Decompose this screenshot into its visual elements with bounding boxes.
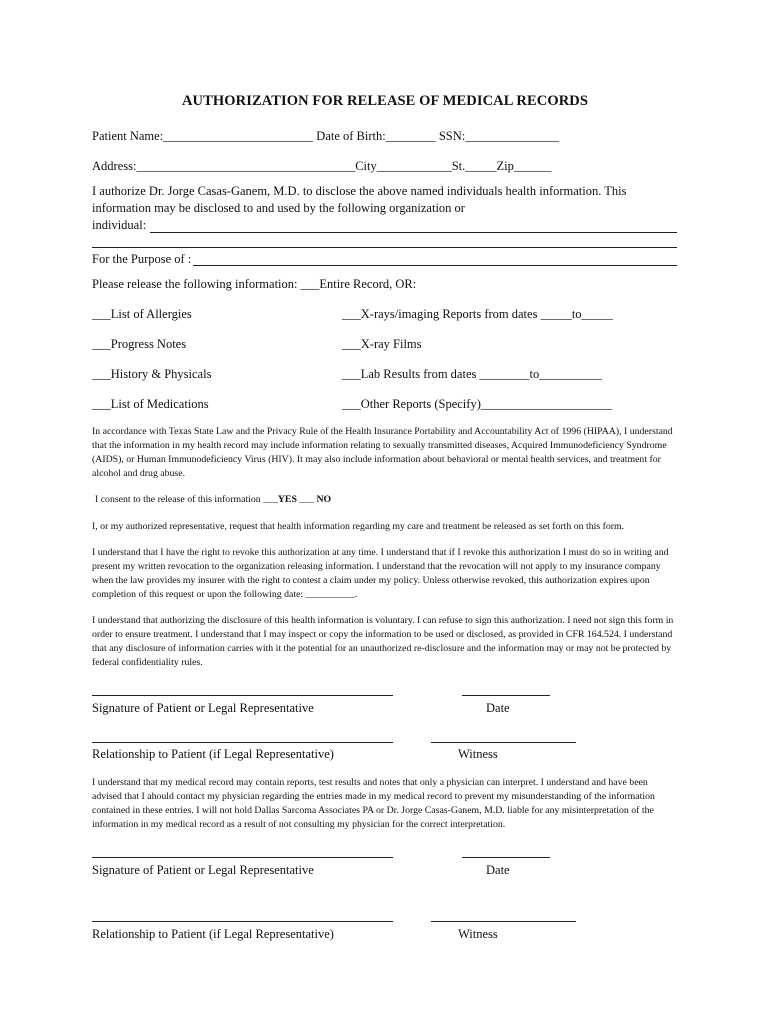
- consent-line[interactable]: [95, 493, 331, 507]
- consent-yes[interactable]: YES: [277, 494, 297, 505]
- authorize-statement-line2: information may be disclosed to and used by the following organization or: [92, 201, 465, 215]
- relationship-field-1[interactable]: [92, 742, 393, 743]
- request-paragraph: I, or my authorized representative, request that health information regarding my care and treatment be released as set forth on this form.: [92, 521, 625, 532]
- consent-no[interactable]: NO: [316, 494, 332, 505]
- witness-field-2[interactable]: [431, 921, 576, 922]
- signature-label-1: Signature of Patient or Legal Representative: [92, 701, 314, 715]
- option-progress-notes[interactable]: ___Progress Notes: [92, 337, 187, 351]
- address-line[interactable]: Address:___________________________________City____________St._____Zip______: [92, 159, 552, 173]
- authorize-statement-line1: I authorize Dr. Jorge Casas-Ganem, M.D. to disclose the above named individuals health information. This: [92, 184, 627, 198]
- signature-field-1[interactable]: [92, 695, 393, 696]
- option-list-of-medications[interactable]: ___List of Medications: [92, 397, 209, 411]
- option-other-reports[interactable]: ___Other Reports (Specify)_____________________: [342, 397, 613, 411]
- date-label-1: Date: [486, 701, 510, 715]
- relationship-label-2: Relationship to Patient (if Legal Representative): [92, 927, 334, 941]
- witness-field-1[interactable]: [431, 742, 576, 743]
- date-field-1[interactable]: [462, 695, 550, 696]
- purpose-field[interactable]: [193, 265, 677, 266]
- date-field-2[interactable]: [462, 857, 550, 858]
- date-label-2: Date: [486, 863, 510, 877]
- option-list-of-allergies[interactable]: ___List of Allergies: [92, 307, 192, 321]
- relationship-field-2[interactable]: [92, 921, 393, 922]
- revoke-paragraph: I understand that I have the right to revoke this authorization at any time. I understand that if I revoke this authorization I must do so in writing and present my written revocation to the organization releasing information. I understand that the revocation will not apply to my insurance company when the law provides my insurer with the right to contest a claim under my policy. Unless otherwise revoked, this authorization expires upon completion of this request or upon the following date: __________.: [92, 547, 669, 600]
- purpose-label: For the Purpose of :: [92, 252, 192, 266]
- witness-label-2: Witness: [458, 927, 498, 941]
- option-history-physicals[interactable]: ___History & Physicals: [92, 367, 212, 381]
- consent-prefix: I consent to the release of this information ___: [95, 494, 278, 505]
- release-line[interactable]: Please release the following information: ___Entire Record, OR:: [92, 277, 417, 291]
- interpret-paragraph: I understand that my medical record may contain reports, test results and notes that only a physician can interpret. I understand and have been advised that I ahould contact my physician regarding the entries made in my medical record to prevent my misunderstanding of the information contained in these entries. I will not hold Dallas Sarcoma Associates PA or Dr. Jorge Casas-Ganem, M.D. liable for any misinterpretation of the information in my medical record as a result of not consulting my physician for the correct interpretation.: [92, 777, 655, 830]
- voluntary-paragraph: I understand that authorizing the disclosure of this health information is voluntary. I can refuse to sign this authorization. I need not sign this form in order to ensure treatment. I understand that I may inspect or copy the information to be used or disclosed, as provided in CFR 164.524. I understand that any disclosure of information carries with it the potential for an unauthorized re-disclosure and the information may or may not be protected by federal confidentiality rules.: [92, 615, 674, 668]
- signature-label-2: Signature of Patient or Legal Representative: [92, 863, 314, 877]
- witness-label-1: Witness: [458, 747, 498, 761]
- relationship-label-1: Relationship to Patient (if Legal Representative): [92, 747, 334, 761]
- signature-field-2[interactable]: [92, 857, 393, 858]
- hipaa-paragraph: In accordance with Texas State Law and the Privacy Rule of the Health Insurance Portability and Accountability Act of 1996 (HIPAA), I understand that the information in my health record may include information relating to sexually transmitted diseases, Acquired Immunodeficiency Syndrome (AIDS), or Human Immunodeficiency Virus (HIV). It may also include information about behavioral or mental health services, and treatment for alcohol and drug abuse.: [92, 426, 673, 479]
- option-lab-results[interactable]: ___Lab Results from dates ________to__________: [342, 367, 602, 381]
- option-xray-films[interactable]: ___X-ray Films: [342, 337, 422, 351]
- individual-field[interactable]: [150, 232, 677, 233]
- patient-info-line[interactable]: Patient Name:________________________ Date of Birth:________ SSN:_______________: [92, 129, 559, 143]
- consent-mid: ___: [296, 494, 317, 505]
- individual-field-line2[interactable]: [92, 247, 677, 248]
- option-xray-imaging-reports[interactable]: ___X-rays/imaging Reports from dates _____to_____: [342, 307, 613, 321]
- form-title: AUTHORIZATION FOR RELEASE OF MEDICAL RECORDS: [181, 93, 589, 109]
- individual-label: individual:: [92, 218, 147, 232]
